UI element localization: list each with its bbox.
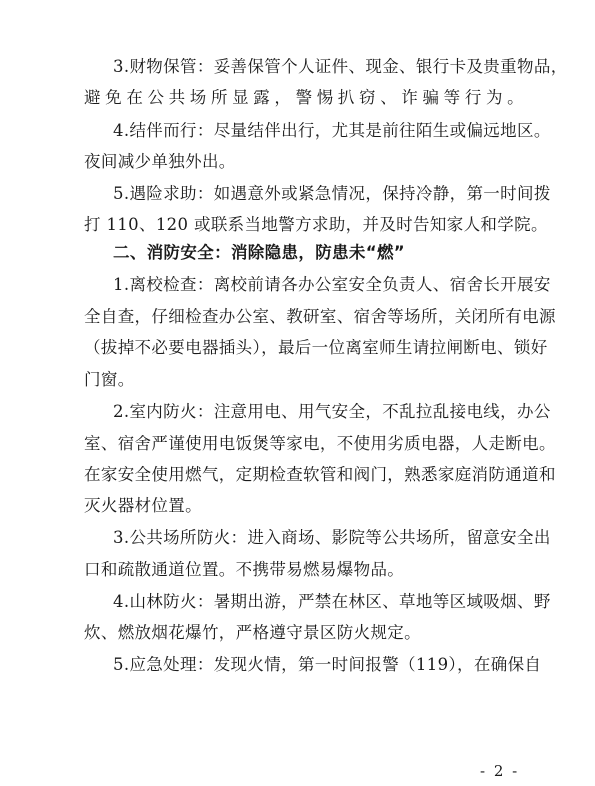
paragraph-line: 4.山林防火：暑期出游，严禁在林区、草地等区域吸烟、野 (113, 592, 551, 611)
section-heading: 二、消防安全：消除隐患，防患未“燃” (113, 243, 405, 262)
paragraph-line: 灭火器材位置。 (84, 496, 202, 515)
paragraph-line: 5.遇险求助：如遇意外或紧急情况，保持冷静，第一时间拨 (113, 184, 551, 203)
paragraph-line: 在家安全使用燃气，定期检查软管和阀门，熟悉家庭消防通道和 (84, 465, 556, 484)
paragraph-line: 口和疏散通道位置。不携带易燃易爆物品。 (84, 560, 405, 579)
paragraph-line: 4.结伴而行：尽量结伴出行，尤其是前往陌生或偏远地区。 (113, 121, 551, 140)
paragraph-line: 室、宿舍严谨使用电饭煲等家电，不使用劣质电器，人走断电。 (84, 434, 556, 453)
page-number: - 2 - (480, 762, 520, 780)
paragraph-line: 打 110、120 或联系当地警方求助，并及时告知家人和学院。 (84, 215, 548, 234)
paragraph-line: 夜间减少单独外出。 (84, 152, 236, 171)
paragraph-line: （拔掉不必要电器插头），最后一位离室师生请拉闸断电、锁好 (84, 338, 548, 357)
paragraph-line: 2.室内防火：注意用电、用气安全，不乱拉乱接电线，办公 (113, 402, 551, 421)
paragraph-line: 门窗。 (84, 370, 135, 389)
paragraph-line: 5.应急处理：发现火情，第一时间报警（119），在确保自 (113, 655, 542, 674)
paragraph-line: 全自查，仔细检查办公室、教研室、宿舍等场所，关闭所有电源 (84, 307, 556, 326)
paragraph-line: 炊、燃放烟花爆竹，严格遵守景区防火规定。 (84, 623, 421, 642)
paragraph-line: 3.公共场所防火：进入商场、影院等公共场所，留意安全出 (113, 528, 551, 547)
paragraph-line: 1.离校检查：离校前请各办公室安全负责人、宿舍长开展安 (113, 275, 551, 294)
paragraph-line: 3.财物保管：妥善保管个人证件、现金、银行卡及贵重物品， (113, 57, 568, 76)
paragraph-line: 避免在公共场所显露，警惕扒窃、诈骗等行为。 (84, 88, 524, 107)
